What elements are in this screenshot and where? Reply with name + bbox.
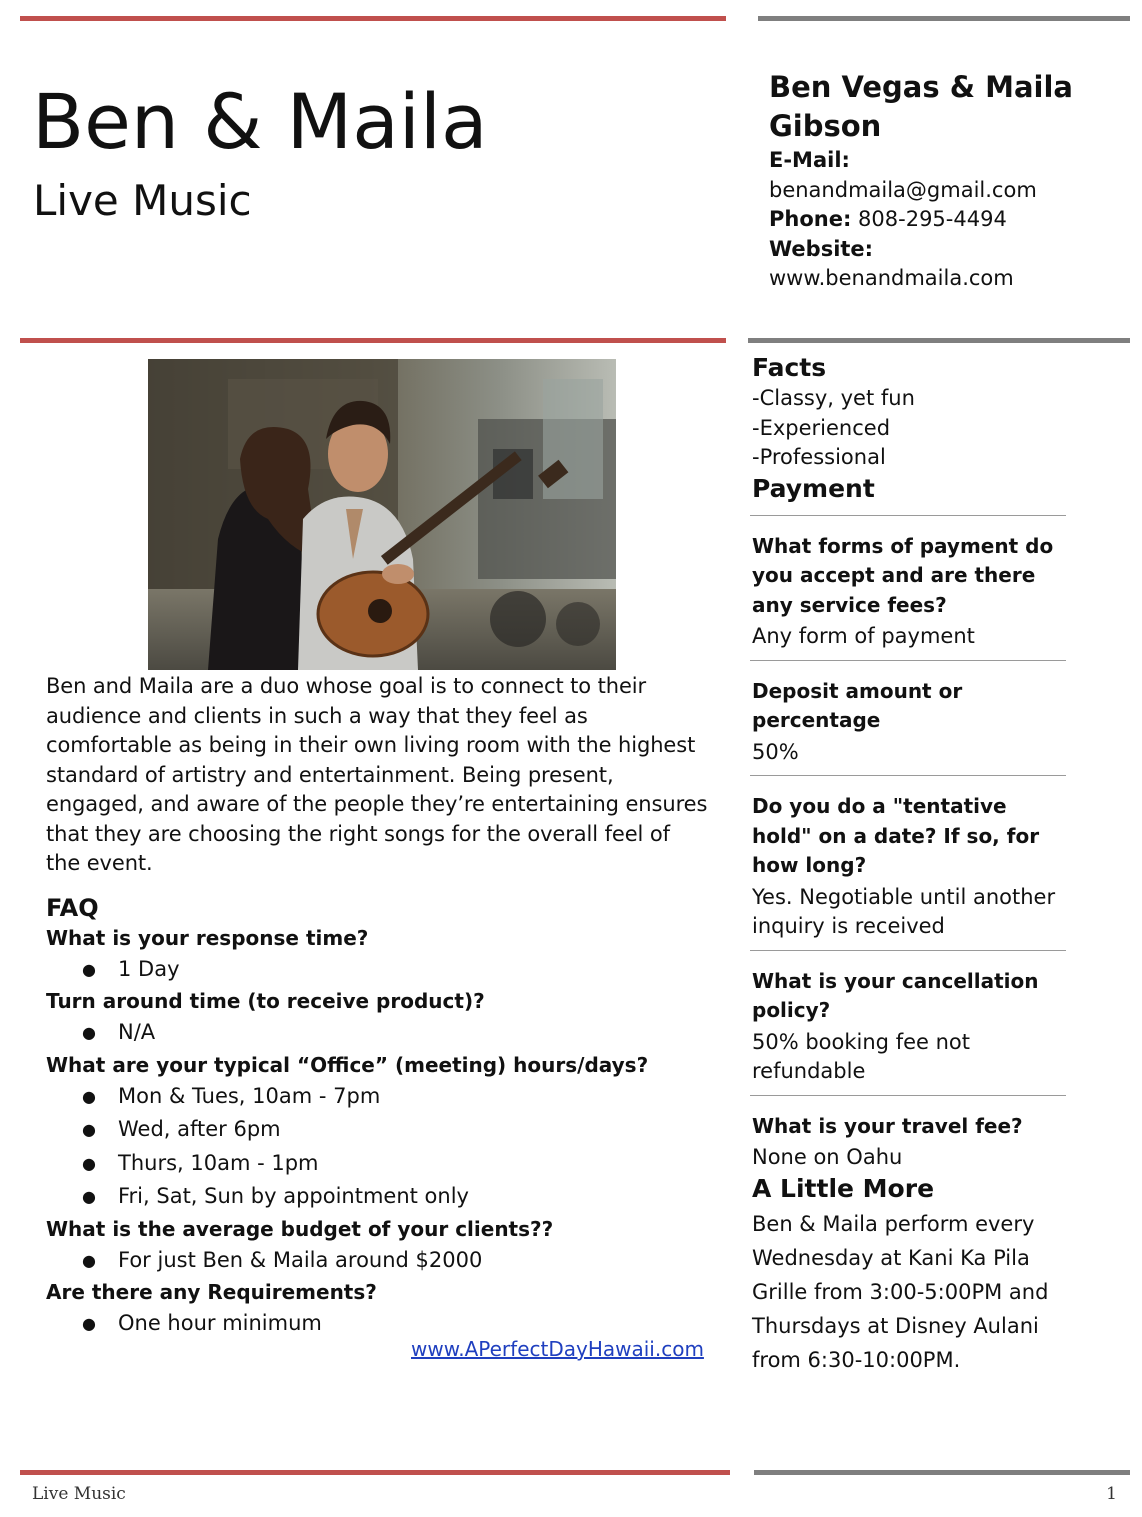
mid-red-rule xyxy=(20,338,726,343)
fact-item: -Professional xyxy=(752,445,886,469)
bullet-icon: ● xyxy=(82,959,96,979)
payment-question: What is your travel fee? xyxy=(752,1113,1023,1138)
faq-answer-list xyxy=(46,1016,708,1050)
faq-answer-list xyxy=(46,1244,708,1278)
faq-answer-text: Wed, after 6pm xyxy=(118,1117,281,1141)
bullet-icon: ● xyxy=(82,1250,96,1270)
payment-answer: None on Oahu xyxy=(752,1145,903,1169)
faq-answer xyxy=(46,953,708,987)
footer-red-rule xyxy=(20,1470,730,1475)
faq-question: What is your response time? xyxy=(46,925,369,950)
footer-label: Live Music xyxy=(32,1484,126,1504)
faq-heading: FAQ xyxy=(46,893,99,922)
payment-answer: 50% xyxy=(752,739,799,764)
facts-heading: Facts xyxy=(752,353,827,382)
payment-item xyxy=(750,515,1066,660)
payment-answer: 50% booking fee not refundable xyxy=(752,1029,970,1083)
bullet-icon: ● xyxy=(82,1086,96,1106)
payment-item xyxy=(750,1095,1066,1181)
faq-list xyxy=(46,923,708,1341)
faq-question: What are your typical “Office” (meeting) hours/days? xyxy=(46,1052,649,1077)
faq-answer-text: N/A xyxy=(118,1020,156,1044)
payment-list xyxy=(750,515,1066,1181)
payment-question: What forms of payment do you accept and are there any service fees? xyxy=(752,533,1054,617)
contact-names: Ben Vegas & Maila Gibson xyxy=(769,70,1073,143)
more-text: Ben & Maila perform every Wednesday at Kani Ka Pila Grille from 3:00-5:00PM and Thursdays at Disney Aulani from 6:30-10:00PM. xyxy=(752,1211,1049,1372)
facts-list xyxy=(750,384,1066,473)
faq-answer-text: Mon & Tues, 10am - 7pm xyxy=(118,1083,381,1108)
payment-question: Do you do a "tentative hold" on a date? If so, for how long? xyxy=(752,794,1040,877)
faq-answer xyxy=(46,1180,708,1214)
bullet-icon: ● xyxy=(82,1314,96,1333)
fact-item: -Classy, yet fun xyxy=(752,386,915,410)
faq-answer xyxy=(46,1307,708,1341)
phone-value: 808-295-4494 xyxy=(858,207,1007,231)
contact-block xyxy=(769,68,1129,294)
email-value: benandmaila@gmail.com xyxy=(769,177,1037,202)
payment-question: Deposit amount or percentage xyxy=(752,678,963,732)
page-number: 1 xyxy=(1106,1484,1117,1504)
bullet-icon: ● xyxy=(82,1187,96,1206)
phone-label: Phone: xyxy=(769,207,852,231)
bullet-icon: ● xyxy=(82,1120,96,1139)
payment-question: What is your cancellation policy? xyxy=(752,968,1039,1022)
faq-answer xyxy=(46,1080,708,1114)
website-value: www.benandmaila.com xyxy=(769,266,1014,290)
main-column xyxy=(46,672,708,1341)
top-red-rule xyxy=(20,16,726,21)
faq-answer-text: Thurs, 10am - 1pm xyxy=(118,1150,319,1175)
payment-item xyxy=(750,775,1066,950)
footer-gray-rule xyxy=(754,1470,1130,1475)
email-label: E-Mail: xyxy=(769,148,850,172)
bullet-icon: ● xyxy=(82,1153,96,1173)
bullet-icon: ● xyxy=(82,1023,96,1042)
faq-answer-list xyxy=(46,1307,708,1341)
faq-answer xyxy=(46,1147,708,1181)
faq-answer-list xyxy=(46,953,708,987)
page-title: Ben & Maila xyxy=(32,77,488,166)
faq-question: What is the average budget of your clients?? xyxy=(46,1216,554,1241)
faq-question: Are there any Requirements? xyxy=(46,1280,377,1304)
website-label: Website: xyxy=(769,236,874,261)
sidebar xyxy=(750,352,1066,1377)
mid-gray-rule xyxy=(748,338,1130,343)
faq-answer xyxy=(46,1016,708,1050)
payment-answer: Any form of payment xyxy=(752,624,975,648)
top-gray-rule xyxy=(758,16,1130,21)
faq-answer xyxy=(46,1244,708,1278)
more-heading: A Little More xyxy=(752,1173,935,1203)
faq-answer-text: 1 Day xyxy=(118,956,180,981)
faq-answer-text: Fri, Sat, Sun by appointment only xyxy=(118,1184,469,1208)
payment-item xyxy=(750,660,1066,776)
faq-answer xyxy=(46,1113,708,1147)
faq-answer-list xyxy=(46,1080,708,1214)
faq-answer-text: For just Ben & Maila around $2000 xyxy=(118,1247,483,1272)
page-subtitle: Live Music xyxy=(33,176,252,225)
website-link[interactable]: www.APerfectDayHawaii.com xyxy=(411,1337,704,1361)
faq-question: Turn around time (to receive product)? xyxy=(46,989,485,1013)
payment-answer: Yes. Negotiable until another inquiry is received xyxy=(752,884,1056,938)
payment-heading: Payment xyxy=(752,473,875,503)
bio-paragraph: Ben and Maila are a duo whose goal is to connect to their audience and clients in such a way that they feel as comfortable as being in their own living room with the highest standard of artistry and entertainment. Being present, engaged, and aware of the people they’re entertaining ensures that they are choosing the right songs for the overall feel of the event. xyxy=(46,674,708,875)
payment-item xyxy=(750,950,1066,1095)
faq-answer-text: One hour minimum xyxy=(118,1311,322,1335)
fact-item: -Experienced xyxy=(752,415,891,440)
duo-photo xyxy=(148,359,616,670)
